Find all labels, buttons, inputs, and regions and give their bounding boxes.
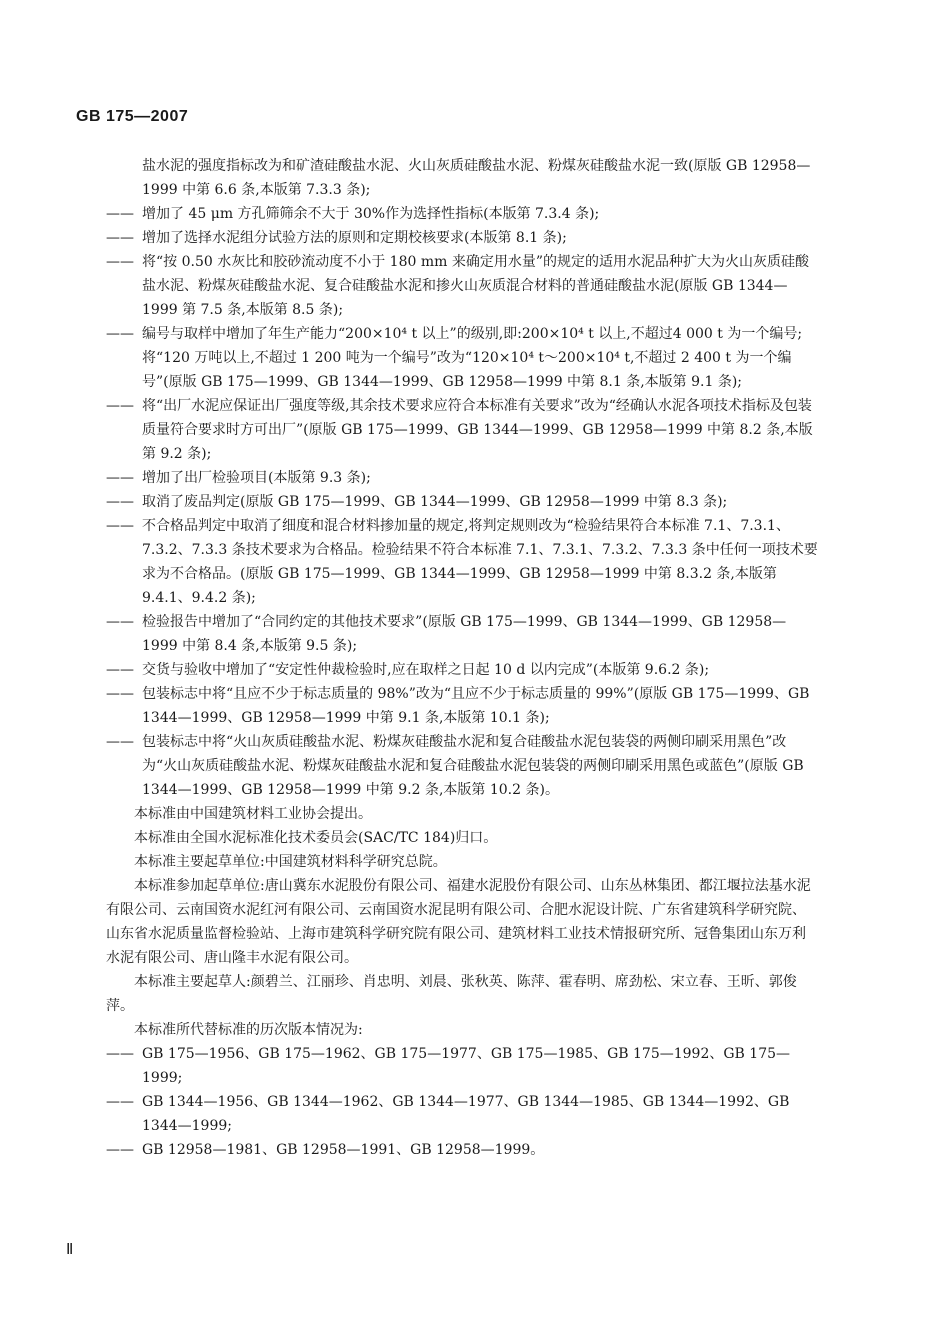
- dash-marker: ——: [106, 734, 134, 750]
- history-item-text: GB 175—1956、GB 175—1962、GB 175—1977、GB 175—1985、GB 175—1992、GB 175—1999;: [142, 1046, 791, 1086]
- dash-marker: ——: [106, 1046, 134, 1062]
- change-item: [106, 658, 818, 682]
- continued-change-item: 盐水泥的强度指标改为和矿渣硅酸盐水泥、火山灰质硅酸盐水泥、粉煤灰硅酸盐水泥一致(原版 GB 12958—1999 中第 6.6 条,本版第 7.3.3 条);: [142, 158, 811, 198]
- dash-marker: ——: [106, 494, 134, 510]
- change-item-text: 增加了选择水泥组分试验方法的原则和定期校核要求(本版第 8.1 条);: [142, 230, 567, 246]
- dash-marker: ——: [106, 518, 134, 534]
- change-item: [106, 466, 818, 490]
- foreword-body: [106, 154, 818, 1162]
- dash-marker: ——: [106, 686, 134, 702]
- change-item: [106, 490, 818, 514]
- change-item-text: 编号与取样中增加了年生产能力“200×10⁴ t 以上”的级别,即:200×10⁴ t 以上,不超过4 000 t 为一个编号;将“120 万吨以上,不超过 1 200 吨为一个编号”改为“120×10⁴ t～200×10⁴ t,不超过 2 400 t 为一个编号”(原版 GB 175—1999、GB 1344—1999、GB 12958—1999 中第 8.1 条,本版第 9.1 条);: [142, 326, 803, 390]
- dash-marker: ——: [106, 470, 134, 486]
- centralized-by-paragraph: 本标准由全国水泥标准化技术委员会(SAC/TC 184)归口。: [134, 830, 498, 846]
- change-item-text: 不合格品判定中取消了细度和混合材料掺加量的规定,将判定规则改为“检验结果符合本标准 7.1、7.3.1、7.3.2、7.3.3 条技术要求为合格品。检验结果不符合本标准 7.1、7.3.1、7.3.2、7.3.3 条中任何一项技术要求为不合格品。(原版 GB 175—1999、GB 1344—1999、GB 12958—1999 中第 8.3.2 条,本版第 9.4.1、9.4.2 条);: [142, 518, 818, 606]
- history-item: [106, 1042, 818, 1090]
- main-drafter-paragraph: 本标准主要起草单位:中国建筑材料科学研究总院。: [134, 854, 447, 870]
- dash-marker: ——: [106, 398, 134, 414]
- participating-units-paragraph: 本标准参加起草单位:唐山冀东水泥股份有限公司、福建水泥股份有限公司、山东丛林集团、都江堰拉法基水泥有限公司、云南国资水泥红河有限公司、云南国资水泥昆明有限公司、合肥水泥设计院、广东省建筑科学研究院、山东省水泥质量监督检验站、上海市建筑科学研究院有限公司、建筑材料工业技术情报研究所、冠鲁集团山东万利水泥有限公司、唐山隆丰水泥有限公司。: [106, 878, 811, 966]
- dash-marker: ——: [106, 326, 134, 342]
- change-item: [106, 682, 818, 730]
- history-item-text: GB 1344—1956、GB 1344—1962、GB 1344—1977、GB 1344—1985、GB 1344—1992、GB 1344—1999;: [142, 1094, 790, 1134]
- change-item: [106, 250, 818, 322]
- change-item-text: 包装标志中将“且应不少于标志质量的 98%”改为“且应不少于标志质量的 99%”(原版 GB 175—1999、GB 1344—1999、GB 12958—1999 中第 9.1 条,本版第 10.1 条);: [142, 686, 810, 726]
- change-item-text: 检验报告中增加了“合同约定的其他技术要求”(原版 GB 175—1999、GB 1344—1999、GB 12958—1999 中第 8.4 条,本版第 9.5 条);: [142, 614, 787, 654]
- change-item: [106, 394, 818, 466]
- change-item-text: 取消了废品判定(原版 GB 175—1999、GB 1344—1999、GB 12958—1999 中第 8.3 条);: [142, 494, 728, 510]
- change-item: [106, 226, 818, 250]
- change-item-text: 交货与验收中增加了“安定性仲裁检验时,应在取样之日起 10 d 以内完成”(本版第 9.6.2 条);: [142, 662, 710, 678]
- dash-marker: ——: [106, 662, 134, 678]
- change-item: [106, 202, 818, 226]
- dash-marker: ——: [106, 254, 134, 270]
- history-item: [106, 1138, 818, 1162]
- standard-code-header: GB 175—2007: [76, 108, 189, 125]
- page-number: Ⅱ: [66, 1242, 74, 1258]
- dash-marker: ——: [106, 614, 134, 630]
- history-intro-paragraph: 本标准所代替标准的历次版本情况为:: [134, 1022, 363, 1038]
- change-item-text: 包装标志中将“火山灰质硅酸盐水泥、粉煤灰硅酸盐水泥和复合硅酸盐水泥包装袋的两侧印刷采用黑色”改为“火山灰质硅酸盐水泥、粉煤灰硅酸盐水泥和复合硅酸盐水泥包装袋的两侧印刷采用黑色或蓝色”(原版 GB 1344—1999、GB 12958—1999 中第 9.2 条,本版第 10.2 条)。: [142, 734, 804, 798]
- history-item-text: GB 12958—1981、GB 12958—1991、GB 12958—1999。: [142, 1142, 545, 1158]
- change-item-text: 增加了出厂检验项目(本版第 9.3 条);: [142, 470, 371, 486]
- change-item-text: 将“按 0.50 水灰比和胶砂流动度不小于 180 mm 来确定用水量”的规定的适用水泥品种扩大为火山灰质硅酸盐水泥、粉煤灰硅酸盐水泥、复合硅酸盐水泥和掺火山灰质混合材料的普通硅酸盐水泥(原版 GB 1344—1999 第 7.5 条,本版第 8.5 条);: [142, 254, 810, 318]
- change-item-text: 增加了 45 μm 方孔筛筛余不大于 30%作为选择性指标(本版第 7.3.4 条);: [142, 206, 600, 222]
- change-item-text: 将“出厂水泥应保证出厂强度等级,其余技术要求应符合本标准有关要求”改为“经确认水泥各项技术指标及包装质量符合要求时方可出厂”(原版 GB 175—1999、GB 1344—1999、GB 12958—1999 中第 8.2 条,本版第 9.2 条);: [142, 398, 813, 462]
- change-item: [106, 514, 818, 610]
- dash-marker: ——: [106, 1094, 134, 1110]
- change-item: [106, 322, 818, 394]
- change-item: [106, 610, 818, 658]
- history-item: [106, 1090, 818, 1138]
- change-item: [106, 730, 818, 802]
- dash-marker: ——: [106, 1142, 134, 1158]
- dash-marker: ——: [106, 230, 134, 246]
- dash-marker: ——: [106, 206, 134, 222]
- proposed-by-paragraph: 本标准由中国建筑材料工业协会提出。: [134, 806, 372, 822]
- drafters-paragraph: 本标准主要起草人:颜碧兰、江丽珍、肖忠明、刘晨、张秋英、陈萍、霍春明、席劲松、宋立春、王昕、郭俊萍。: [106, 974, 797, 1014]
